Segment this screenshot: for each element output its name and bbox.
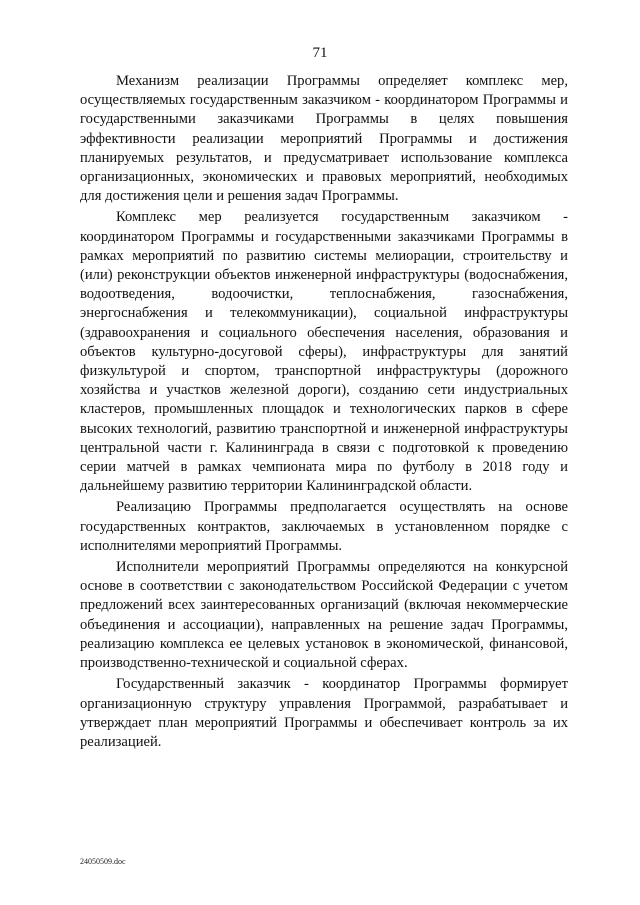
document-body	[80, 72, 568, 754]
file-name-footer: 24050509.doc	[80, 857, 126, 866]
paragraph-1: Механизм реализации Программы определяет комплекс мер, осуществляемых государственным заказчиком - координатором Программы и государственными заказчиками Программы в целях повышения эффективности реализации мероприятий Программы и достижения планируемых результатов, и предусматривает использование комплекса организационных, экономических и правовых мероприятий, необходимых для достижения цели и решения задач Программы.	[80, 73, 568, 205]
paragraph-2: Комплекс мер реализуется государственным заказчиком - координатором Программы и государственными заказчиками Программы в рамках мероприятий по развитию системы мелиорации, строительству и (или) реконструкции объектов инженерной инфраструктуры (водоснабжения, водоотведения, водоочистки, теплоснабжения, газоснабжения, энергоснабжения и телекоммуникации), социальной инфраструктуры (здравоохранения и социального обеспечения населения, образования и объектов культурно-досуговой сферы), инфраструктуры для занятий физкультурой и спортом, транспортной инфраструктуры (дорожного хозяйства и участков железной дороги), созданию сети индустриальных кластеров, промышленных площадок и технологических парков в сфере высоких технологий, развитию транспортной и инженерной инфраструктуры центральной части г. Калининграда в связи с подготовкой к проведению серии матчей в рамках чемпионата мира по футболу в 2018 году и дальнейшему развитию территории Калининградской области.	[80, 209, 568, 495]
paragraph-4: Исполнители мероприятий Программы определяются на конкурсной основе в соответствии с законодательством Российской Федерации с учетом предложений всех заинтересованных организаций (включая некоммерческие объединения и ассоциации), направленных на решение задач Программы, реализацию комплекса ее целевых установок в экономической, финансовой, производственно-технической и социальной сферах.	[80, 559, 568, 672]
page-number: 71	[312, 45, 328, 61]
paragraph-3: Реализацию Программы предполагается осуществлять на основе государственных контрактов, заключаемых в установленном порядке с исполнителями мероприятий Программы.	[80, 499, 568, 554]
paragraph-5: Государственный заказчик - координатор Программы формирует организационную структуру управления Программой, разрабатывает и утверждает план мероприятий Программы и обеспечивает контроль за их реализацией.	[80, 676, 568, 750]
